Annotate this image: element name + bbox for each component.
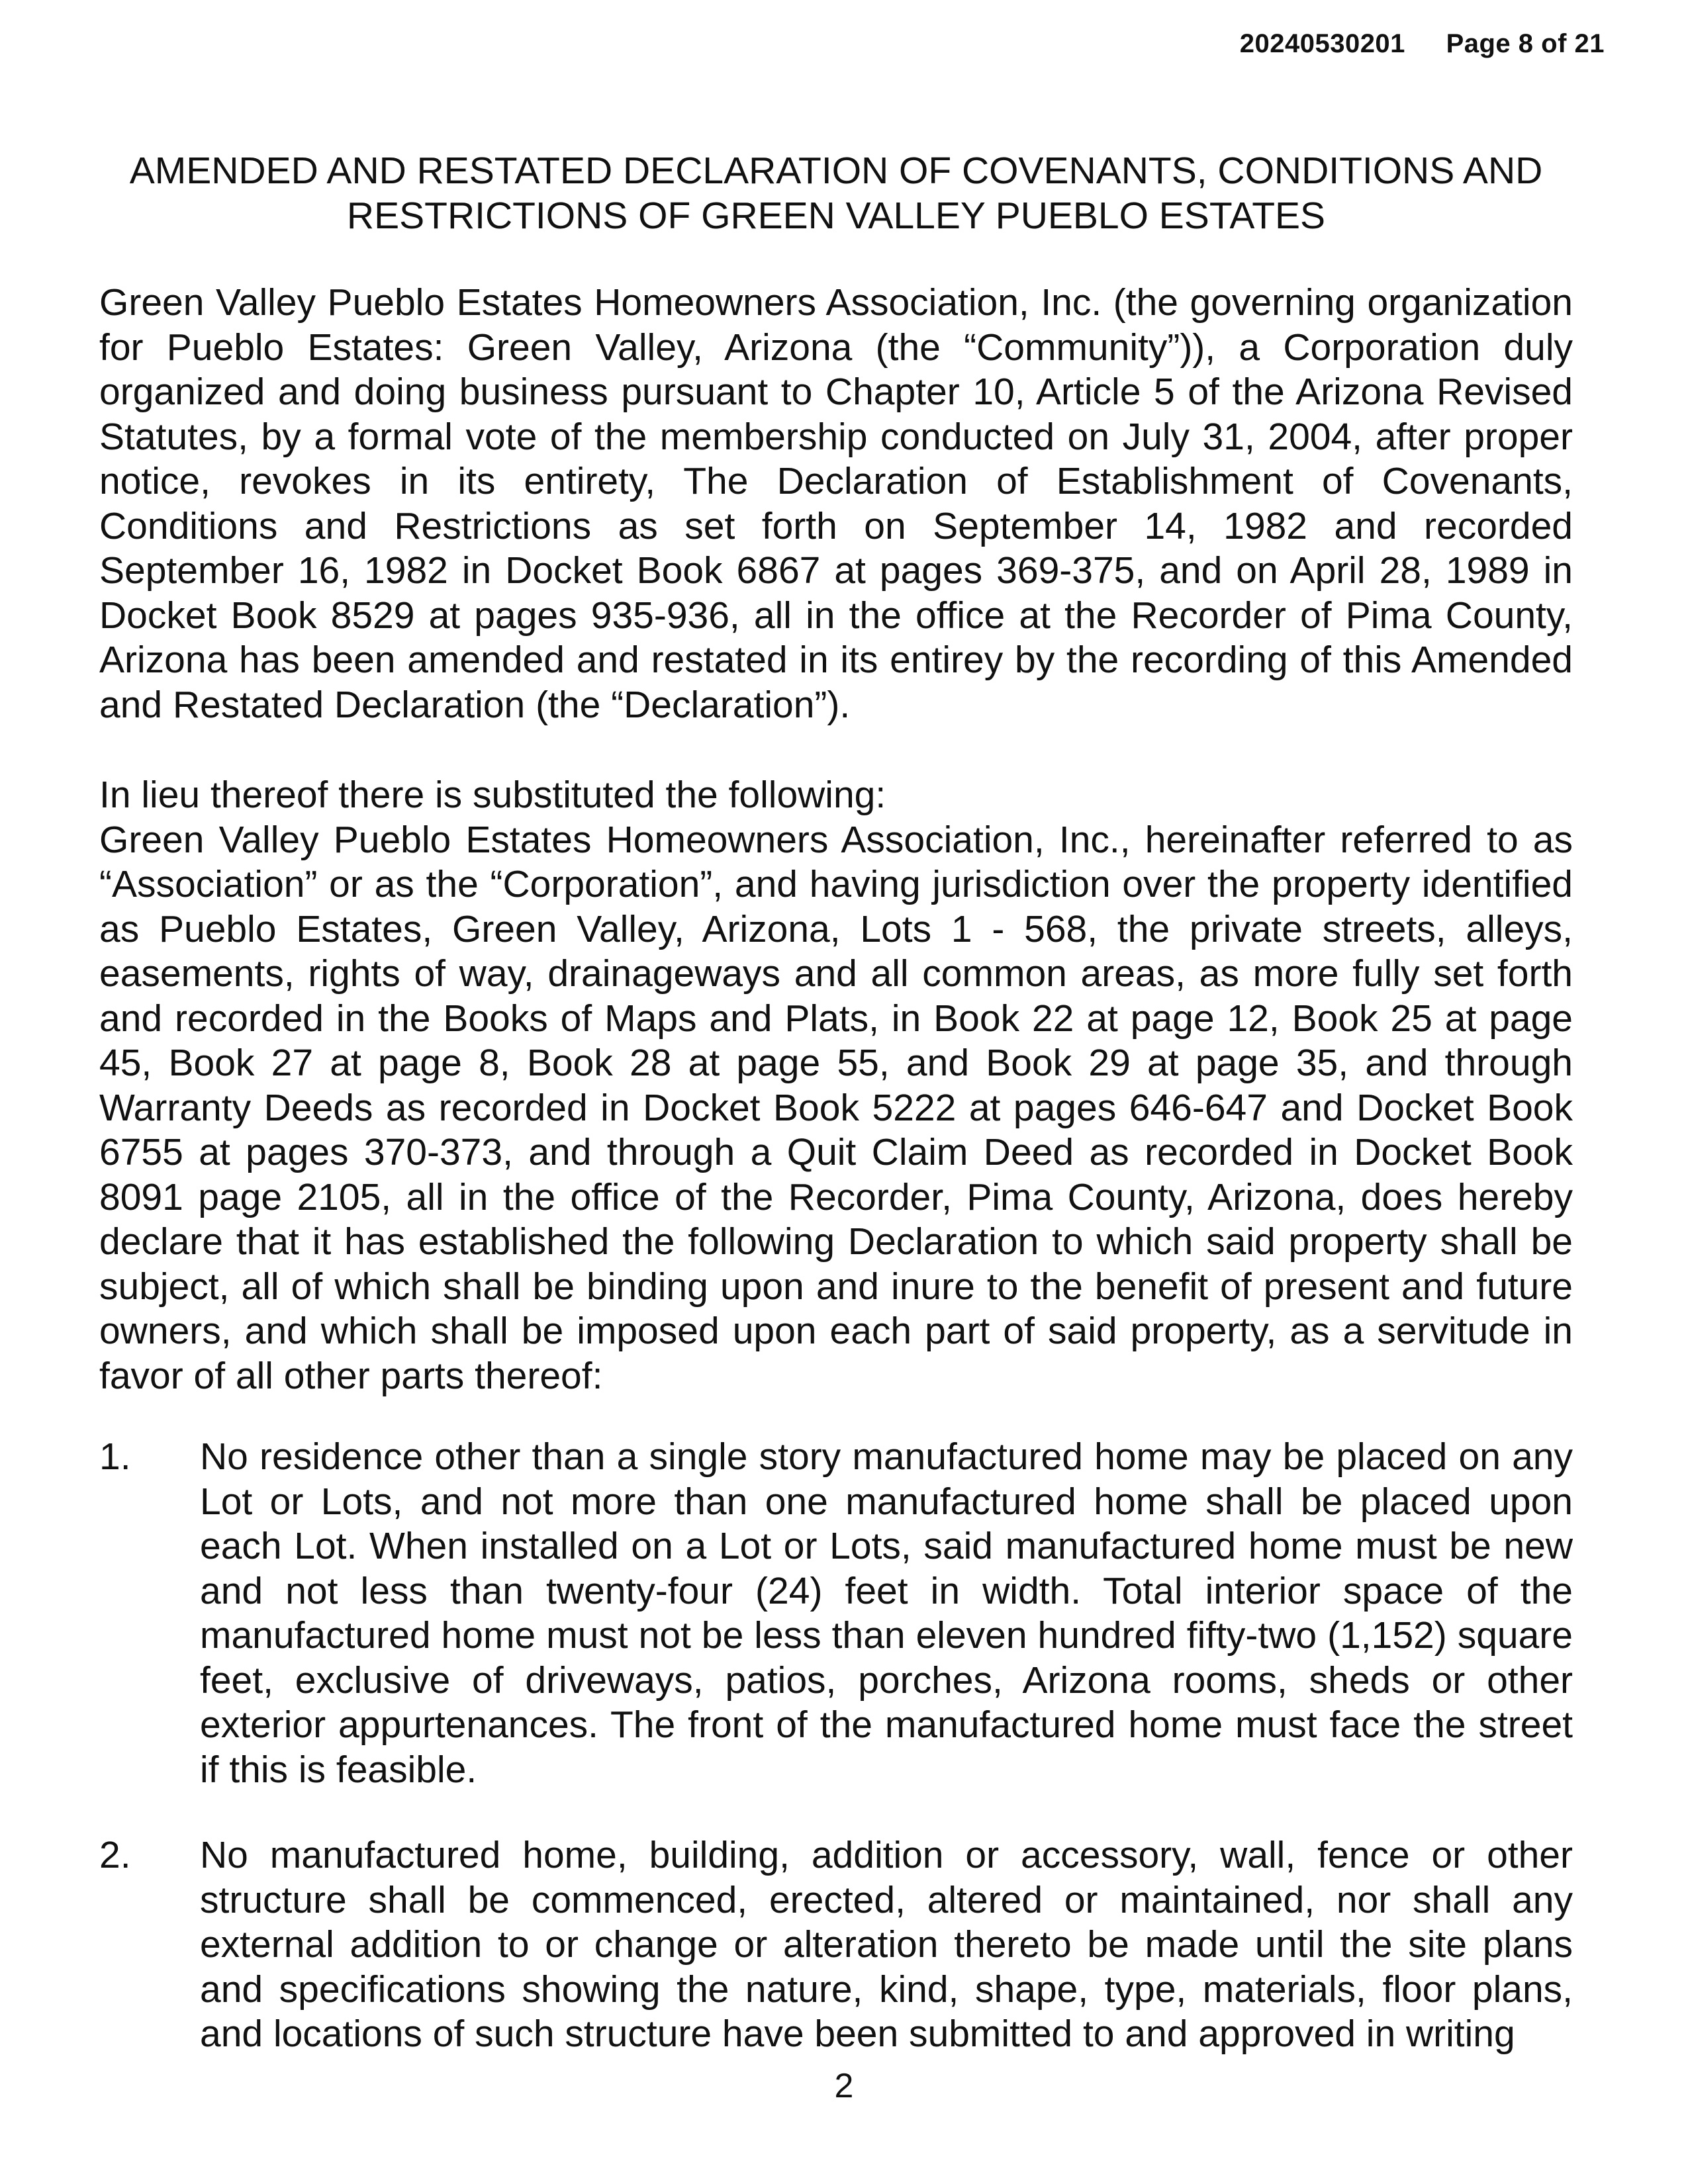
document-number: 20240530201 — [1239, 29, 1405, 58]
document-title — [99, 148, 1573, 238]
covenant-text: No manufactured home, building, addition or accessory, wall, fence or other structure shall be commenced, erected, altered or maintained, nor shall any external addition to or change or alteration thereto be made until the site plans and specifications showing the nature, kind, shape, type, materials, floor plans, and locations of such structure have been submitted to and approved in writing — [200, 1834, 1573, 2055]
title-line-1: AMENDED AND RESTATED DECLARATION OF COVENANTS, CONDITIONS AND — [129, 150, 1543, 192]
covenant-number: 1. — [99, 1435, 131, 1478]
covenant-item — [99, 1435, 1573, 1792]
page-number: 2 — [834, 2067, 854, 2105]
recording-header — [1240, 29, 1605, 59]
page-counter: Page 8 of 21 — [1446, 29, 1605, 58]
lieu-heading: In lieu thereof there is substituted the following: — [99, 774, 886, 816]
substitution-paragraph: Green Valley Pueblo Estates Homeowners Association, Inc., hereinafter referred to as “Association” or as the “Corporation”, and having jurisdiction over the property identified as Pueblo Estates, Green Valley, Arizona, Lots 1 - 568, the private streets, alleys, easements, rights of way, drainageways and all common areas, as more fully set forth and recorded in the Books of Maps and Plats, in Book 22 at page 12, Book 25 at page 45, Book 27 at page 8, Book 28 at page 55, and Book 29 at page 35, and through Warranty Deeds as recorded in Docket Book 5222 at pages 646-647 and Docket Book 6755 at pages 370-373, and through a Quit Claim Deed as recorded in Docket Book 8091 page 2105, all in the office of the Recorder, Pima County, Arizona, does hereby declare that it has established the following Declaration to which said property shall be subject, all of which shall be binding upon and inure to the benefit of present and future owners, and which shall be imposed upon each part of said property, as a servitude in favor of all other parts thereof: — [99, 818, 1573, 1397]
covenant-number: 2. — [99, 1834, 131, 1876]
title-line-2: RESTRICTIONS OF GREEN VALLEY PUEBLO ESTATES — [346, 195, 1326, 237]
covenant-text: No residence other than a single story manufactured home may be placed on any Lot or Lots, and not more than one manufactured home shall be placed upon each Lot. When installed on a Lot or Lots, said manufactured home must be new and not less than twenty-four (24) feet in width. Total interior space of the manufactured home must not be less than eleven hundred fifty-two (1,152) square feet, exclusive of driveways, patios, porches, Arizona rooms, sheds or other exterior appurtenances. The front of the manufactured home must face the street if this is feasible. — [200, 1435, 1573, 1791]
covenant-item — [99, 1833, 1573, 2057]
intro-paragraph: Green Valley Pueblo Estates Homeowners Association, Inc. (the governing organization for Pueblo Estates: Green Valley, Arizona (the “Community”)), a Corporation duly organized and doing business pursuant to Chapter 10, Article 5 of the Arizona Revised Statutes, by a formal vote of the membership conducted on July 31, 2004, after proper notice, revokes in its entirety, The Declaration of Establishment of Covenants, Conditions and Restrictions as set forth on September 14, 1982 and recorded September 16, 1982 in Docket Book 6867 at pages 369-375, and on April 28, 1989 in Docket Book 8529 at pages 935-936, all in the office at the Recorder of Pima County, Arizona has been amended and restated in its entirey by the recording of this Amended and Restated Declaration (the “Declaration”). — [99, 281, 1573, 726]
substitution-section — [99, 773, 1573, 1398]
